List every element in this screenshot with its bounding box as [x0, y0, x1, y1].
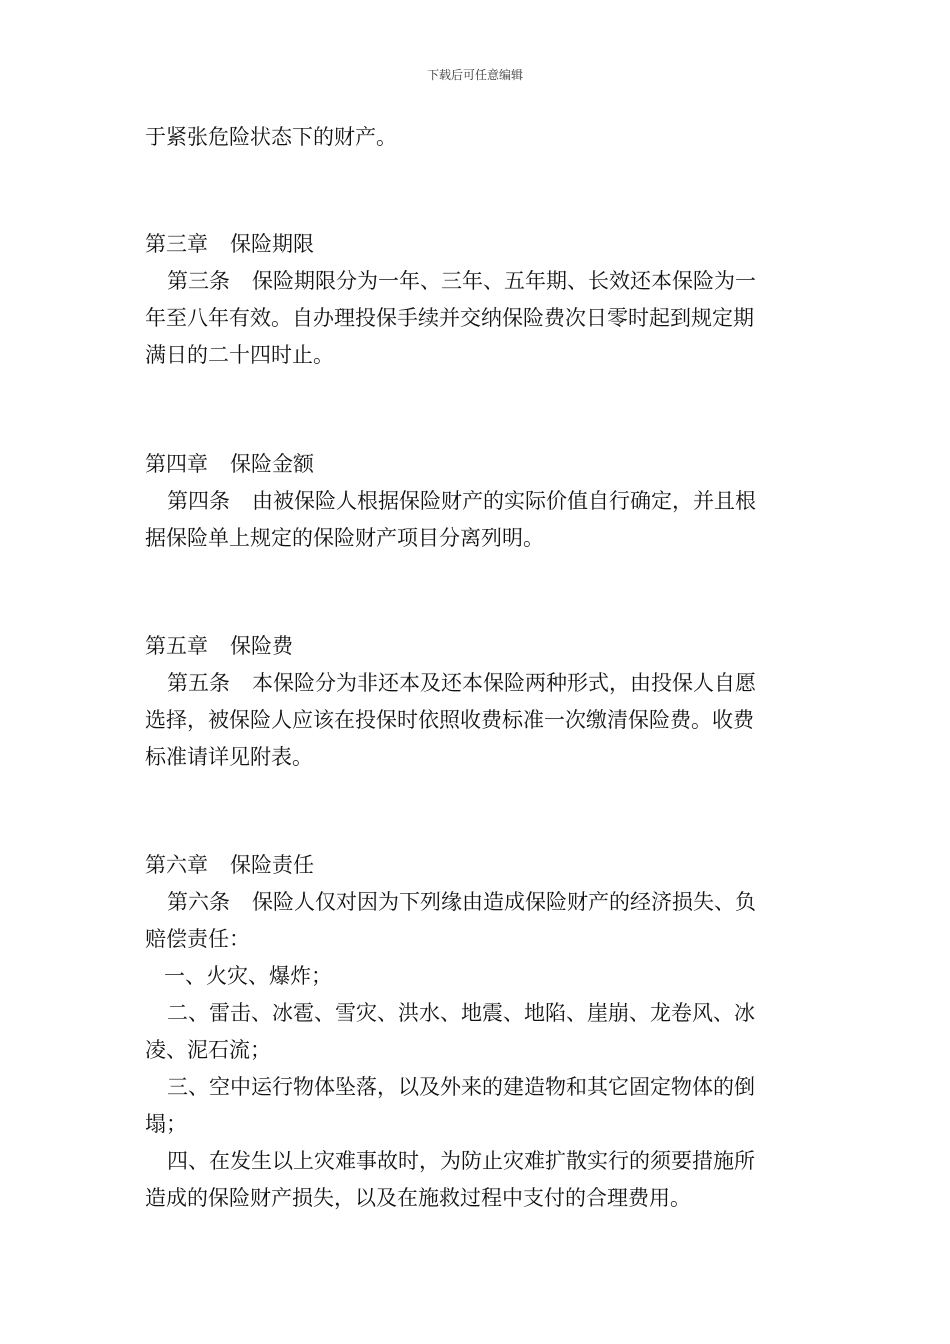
chapter-title: 保险期限	[230, 232, 314, 256]
article-number: 第四条	[167, 489, 230, 513]
article-text: 保险人仅对因为下列缘由造成保险财产的经济损失、负	[252, 890, 756, 914]
paragraph-line: 造成的保险财产损失，以及在施救过程中支付的合理费用。	[145, 1186, 691, 1210]
paragraph-line: 标准请详见附表。	[145, 745, 313, 769]
chapter-title: 保险金额	[230, 452, 314, 476]
paragraph-line: 年至八年有效。自办理投保手续并交纳保险费次日零时起到规定期	[145, 306, 754, 330]
chapter-3-heading	[145, 229, 314, 259]
chapter-number: 第五章	[145, 634, 208, 658]
article-number: 第三条	[167, 269, 230, 293]
list-item: 三、空中运行物体坠落，以及外来的建造物和其它固定物体的倒	[167, 1075, 755, 1099]
article-5-line	[167, 668, 756, 698]
list-item: 二、雷击、冰雹、雪灾、洪水、地震、地陷、崖崩、龙卷风、冰	[167, 1001, 755, 1025]
article-text: 保险期限分为一年、三年、五年期、长效还本保险为一	[252, 269, 756, 293]
paragraph-line: 赔偿责任：	[145, 927, 250, 951]
article-6-line	[167, 887, 756, 917]
paragraph-line: 凌、泥石流；	[145, 1038, 271, 1062]
chapter-number: 第六章	[145, 853, 208, 877]
chapter-5-heading	[145, 631, 293, 661]
article-3-line	[167, 266, 756, 296]
list-item: 一、火灾、爆炸；	[164, 964, 332, 988]
article-text: 由被保险人根据保险财产的实际价值自行确定，并且根	[252, 489, 756, 513]
paragraph-line: 据保险单上规定的保险财产项目分离列明。	[145, 526, 544, 550]
article-number: 第六条	[167, 890, 230, 914]
article-text: 本保险分为非还本及还本保险两种形式，由投保人自愿	[252, 671, 756, 695]
chapter-title: 保险费	[230, 634, 293, 658]
paragraph-line: 满日的二十四时止。	[145, 343, 334, 367]
chapter-number: 第四章	[145, 452, 208, 476]
paragraph-line: 选择，被保险人应该在投保时依照收费标准一次缴清保险费。收费	[145, 708, 754, 732]
header-note: 下载后可任意编辑	[426, 68, 523, 82]
paragraph-line: 塌；	[145, 1112, 187, 1136]
chapter-title: 保险责任	[230, 853, 314, 877]
article-4-line	[167, 486, 756, 516]
paragraph-line: 于紧张危险状态下的财产。	[145, 125, 397, 149]
list-item: 四、在发生以上灾难事故时，为防止灾难扩散实行的须要措施所	[167, 1149, 755, 1173]
chapter-6-heading	[145, 850, 314, 880]
article-number: 第五条	[167, 671, 230, 695]
chapter-number: 第三章	[145, 232, 208, 256]
chapter-4-heading	[145, 449, 314, 479]
